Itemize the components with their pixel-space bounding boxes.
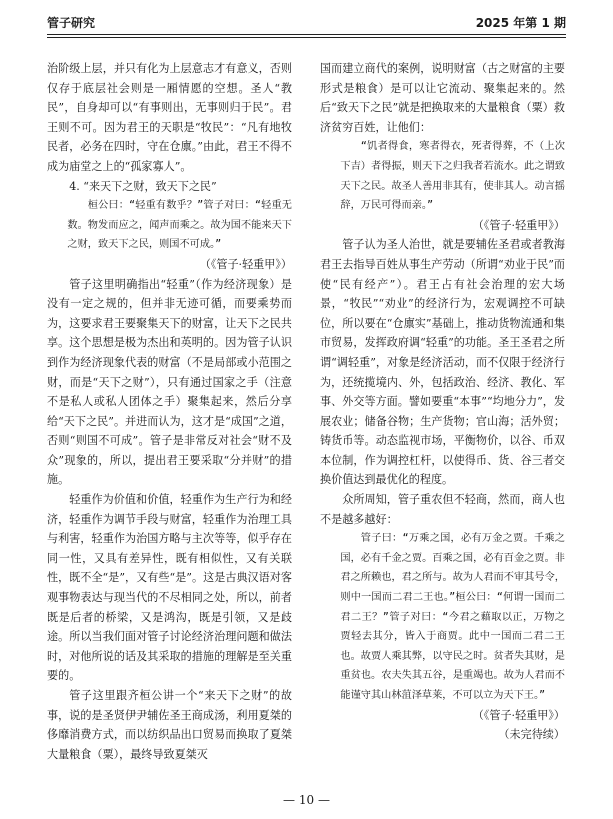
paragraph: 国而建立商代的案例，说明财富（古之财富的主要形式是粮食）是可以让它流动、聚集起来的。然后“致天下之民”就是把换取来的大量粮食（粟）救济贫穷百姓，让他们： [320, 62, 565, 134]
paragraph: 管子这里跟齐桓公讲一个“来天下之财”的故事，说的是圣贤伊尹辅佐圣王商成汤，利用夏桀的侈靡消费方式，而以纺织品出口贸易而换取了夏桀大量粮食（粟），最终导致夏桀灭 [47, 689, 292, 761]
paragraph: 管子认为圣人治世，就是要辅佐圣君或者教海君王去指导百姓从事生产劳动（所谓“劝业于民”而使“民有经产”）。君王占有社会治理的宏大场景，“牧民”“劝业”的经济行为，宏观调控不可缺位，所以要在“仓廪实”基础上，推动货物流通和集市贸易，发挥政府调“轻重”的功能。圣王圣君之所谓“调轻重”，对象是经济活动，而不仅限于经济行为，还统揽境内、外，包括政治、经济、教化、军事、外交等方面。譬如要重“本事”“均地分力”，发展农业；储备谷物；生产货物；官山海；活外贸；铸货币等。动态监视市场，平衡物价，以谷、币双本位制，作为调控杠杆，以使得币、货、谷三者交换价值达到最优化的程度。 [320, 238, 565, 487]
paragraph: 众所周知，管子重农但不轻商，然而，商人也不是越多越好： [320, 493, 565, 526]
paragraph: 管子这里明确指出“轻重”（作为经济现象）是没有一定之规的，但并非无迹可循，而要乘势而为，这要求君王要聚集天下的财富，让天下之民共享。这个思想是极为杰出和英明的。因为管子认识到作为经济现象代表的财富（不是局部或小范围之财，而是“天下之财”），只有通过国家之手（注意不是私人或私人团体之手）聚集起来，然后分享给“天下之民”。并进而认为，这才是“成国”之道，否则“则国不可成”。管子是非常反对社会“财不及众”现象的，所以，提出君王要采取“分并财”的措施。 [47, 277, 292, 487]
paragraph: 轻重作为价值和价值，轻重作为生产行为和经济，轻重作为调节手段与财富，轻重作为治理工具与利害，轻重作为治国方略与主次等等，似乎存在同一性，又具有差异性，既有相似性，又有关联性，既不全“是”，又有些“是”。这是古典汉语对客观事物表达与现当代的不尽相同之处，所以，前者既是后者的桥梁，又是鸿沟，既是引领，又是歧途。所以当我们面对管子讨论经济治理问题和做法时，对他所说的话及其采取的措施的理解是至关重要的。 [47, 493, 292, 683]
quote-source: （《管子·轻重甲》） [472, 708, 565, 722]
right-column [320, 59, 565, 745]
section-heading: 4. “来天下之财，致天下之民” [69, 179, 217, 193]
header-rule-bottom [47, 37, 566, 38]
block-quote: 桓公曰：“轻重有数乎？”管子对曰：“轻重无数。物发而应之，闻声而乘之。故为国不能来天下之财，致天下之民，则国不可成。” [67, 200, 292, 251]
paragraph: 治阶级上层，并只有化为上层意志才有意义，否则仅存于底层社会则是一厢情愿的空想。圣人“教民”，自身却可以“有事则出，无事则归于民”。君王则不可。因为君王的天职是“牧民”：“凡有地牧民者，必务在四时，守在仓廪。”由此，君王不得不成为庙堂之上的“孤家寡人”。 [47, 62, 292, 173]
quote-source: （《管子·轻重甲》） [472, 218, 565, 232]
block-quote: 管子曰：“万乘之国，必有万金之贾。千乘之国，必有千金之贾。百乘之国，必有百金之贾。非君之所赖也，君之所与。故为人君而不审其号令，则中一国而二君二王也。”桓公曰：“何谓一国而二君二王？”管子对曰：“今君之藉取以正，万物之贾轻去其分，皆入于商贾。此中一国而二君二王也。故贾人乘其弊，以守民之时。贫者失其财，是重贫也。农夫失其五谷，是重竭也。故为人君而不能谨守其山林菹泽草莱，不可以立为天下王。” [340, 533, 565, 701]
journal-title: 管子研究 [47, 16, 96, 30]
left-column [47, 59, 292, 764]
header-rule-top [47, 34, 566, 35]
quote-source: （《管子·轻重甲》） [199, 257, 292, 271]
page-number: — 10 — [283, 793, 330, 807]
block-quote: “饥者得食，寒者得衣，死者得葬，不（上次下吉）者得振，则天下之归我者若流水。此之谓致天下之民。故圣人善用非其有，使非其人。动言摇辞，万民可得而亲。” [340, 141, 565, 212]
issue-label: 2025 年第 1 期 [475, 16, 566, 30]
to-be-continued: （未完待续） [498, 728, 565, 742]
